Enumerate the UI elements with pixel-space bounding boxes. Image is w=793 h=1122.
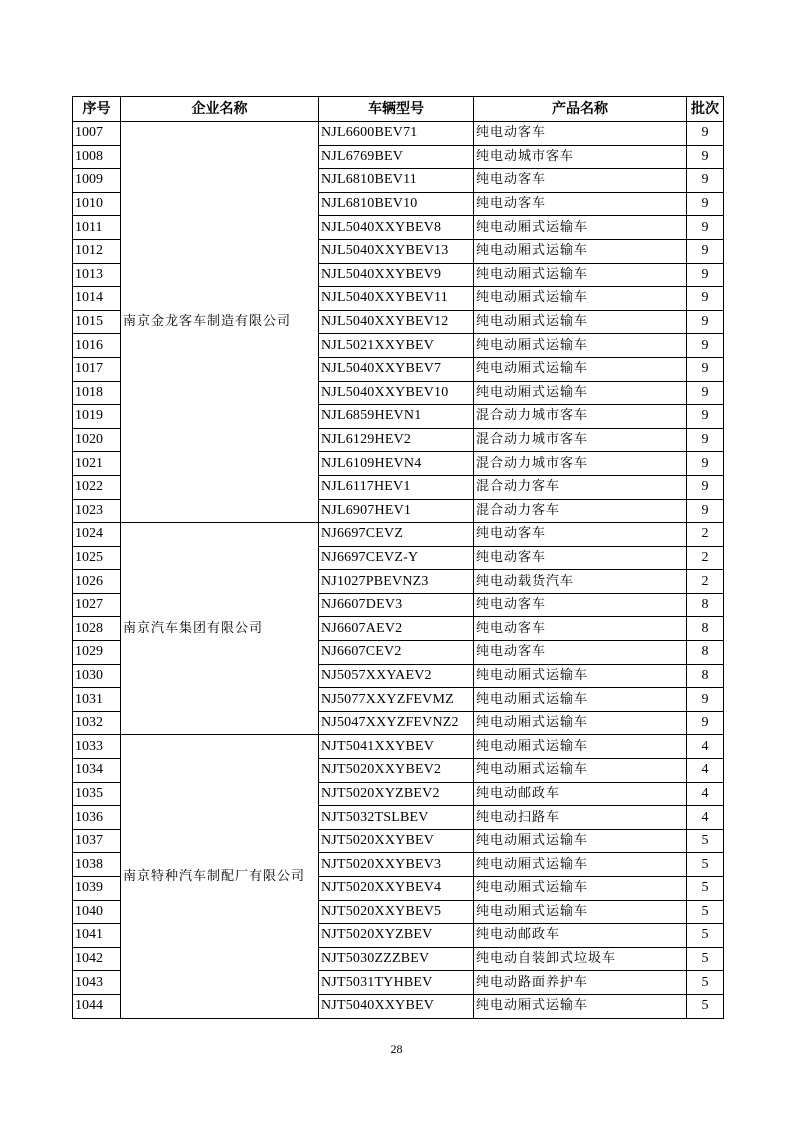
cell-batch: 4 — [687, 735, 724, 759]
cell-batch: 9 — [687, 192, 724, 216]
page-number: 28 — [390, 1042, 403, 1056]
cell-product: 纯电动厢式运输车 — [474, 877, 687, 901]
cell-no: 1029 — [73, 641, 121, 665]
cell-no: 1012 — [73, 239, 121, 263]
cell-model: NJT5020XXYBEV — [319, 829, 474, 853]
cell-no: 1022 — [73, 475, 121, 499]
cell-no: 1025 — [73, 546, 121, 570]
cell-batch: 9 — [687, 122, 724, 146]
cell-model: NJT5020XXYBEV3 — [319, 853, 474, 877]
cell-batch: 9 — [687, 334, 724, 358]
cell-model: NJT5020XYZBEV — [319, 924, 474, 948]
cell-model: NJL6129HEV2 — [319, 428, 474, 452]
cell-no: 1030 — [73, 664, 121, 688]
cell-product: 混合动力客车 — [474, 499, 687, 523]
cell-batch: 9 — [687, 357, 724, 381]
table-body — [73, 122, 724, 1019]
cell-product: 纯电动厢式运输车 — [474, 853, 687, 877]
cell-batch: 9 — [687, 310, 724, 334]
table-row — [73, 122, 724, 146]
cell-batch: 2 — [687, 523, 724, 547]
cell-batch: 5 — [687, 900, 724, 924]
cell-no: 1021 — [73, 452, 121, 476]
cell-no: 1007 — [73, 122, 121, 146]
header-no: 序号 — [73, 97, 121, 122]
cell-product: 纯电动自装卸式垃圾车 — [474, 947, 687, 971]
cell-model: NJ6697CEVZ-Y — [319, 546, 474, 570]
table-row — [73, 735, 724, 759]
cell-no: 1015 — [73, 310, 121, 334]
cell-product: 纯电动客车 — [474, 617, 687, 641]
cell-batch: 8 — [687, 593, 724, 617]
cell-no: 1023 — [73, 499, 121, 523]
cell-model: NJT5020XXYBEV5 — [319, 900, 474, 924]
cell-model: NJ5077XXYZFEVMZ — [319, 688, 474, 712]
cell-no: 1014 — [73, 287, 121, 311]
cell-product: 纯电动厢式运输车 — [474, 239, 687, 263]
cell-product: 纯电动厢式运输车 — [474, 994, 687, 1018]
cell-model: NJL5021XXYBEV — [319, 334, 474, 358]
cell-product: 纯电动客车 — [474, 641, 687, 665]
cell-product: 混合动力城市客车 — [474, 452, 687, 476]
cell-model: NJL5040XXYBEV12 — [319, 310, 474, 334]
cell-model: NJL5040XXYBEV9 — [319, 263, 474, 287]
cell-batch: 5 — [687, 947, 724, 971]
cell-product: 纯电动邮政车 — [474, 924, 687, 948]
cell-batch: 5 — [687, 877, 724, 901]
cell-no: 1011 — [73, 216, 121, 240]
table-header-row — [73, 97, 724, 122]
cell-no: 1035 — [73, 782, 121, 806]
cell-product: 纯电动厢式运输车 — [474, 381, 687, 405]
cell-no: 1034 — [73, 759, 121, 783]
cell-model: NJL6109HEVN4 — [319, 452, 474, 476]
vehicle-catalog-table — [72, 96, 724, 1019]
cell-batch: 4 — [687, 806, 724, 830]
cell-model: NJL6859HEVN1 — [319, 405, 474, 429]
cell-model: NJ5047XXYZFEVNZ2 — [319, 711, 474, 735]
header-batch: 批次 — [687, 97, 724, 122]
cell-model: NJL6810BEV10 — [319, 192, 474, 216]
cell-no: 1040 — [73, 900, 121, 924]
cell-no: 1024 — [73, 523, 121, 547]
cell-model: NJT5041XXYBEV — [319, 735, 474, 759]
cell-batch: 9 — [687, 263, 724, 287]
cell-no: 1008 — [73, 145, 121, 169]
cell-no: 1031 — [73, 688, 121, 712]
cell-batch: 5 — [687, 924, 724, 948]
cell-model: NJL5040XXYBEV13 — [319, 239, 474, 263]
cell-model: NJT5031TYHBEV — [319, 971, 474, 995]
cell-company: 南京汽车集团有限公司 — [121, 523, 319, 735]
cell-model: NJT5032TSLBEV — [319, 806, 474, 830]
cell-no: 1039 — [73, 877, 121, 901]
cell-product: 纯电动邮政车 — [474, 782, 687, 806]
cell-batch: 9 — [687, 145, 724, 169]
cell-product: 纯电动厢式运输车 — [474, 334, 687, 358]
cell-product: 纯电动扫路车 — [474, 806, 687, 830]
cell-product: 纯电动客车 — [474, 523, 687, 547]
cell-batch: 9 — [687, 428, 724, 452]
cell-product: 纯电动厢式运输车 — [474, 900, 687, 924]
cell-batch: 9 — [687, 169, 724, 193]
cell-no: 1009 — [73, 169, 121, 193]
cell-batch: 4 — [687, 782, 724, 806]
cell-no: 1018 — [73, 381, 121, 405]
cell-model: NJL6907HEV1 — [319, 499, 474, 523]
cell-batch: 9 — [687, 452, 724, 476]
cell-model: NJL6769BEV — [319, 145, 474, 169]
cell-product: 混合动力客车 — [474, 475, 687, 499]
cell-model: NJL5040XXYBEV10 — [319, 381, 474, 405]
cell-no: 1028 — [73, 617, 121, 641]
cell-batch: 9 — [687, 381, 724, 405]
cell-product: 纯电动客车 — [474, 122, 687, 146]
cell-model: NJT5020XXYBEV4 — [319, 877, 474, 901]
cell-model: NJL5040XXYBEV11 — [319, 287, 474, 311]
cell-product: 纯电动厢式运输车 — [474, 735, 687, 759]
cell-model: NJ6697CEVZ — [319, 523, 474, 547]
cell-company: 南京特种汽车制配厂有限公司 — [121, 735, 319, 1018]
cell-product: 纯电动客车 — [474, 593, 687, 617]
cell-no: 1019 — [73, 405, 121, 429]
cell-product: 纯电动城市客车 — [474, 145, 687, 169]
cell-product: 纯电动客车 — [474, 192, 687, 216]
cell-product: 纯电动载货汽车 — [474, 570, 687, 594]
cell-model: NJ5057XXYAEV2 — [319, 664, 474, 688]
cell-product: 纯电动路面养护车 — [474, 971, 687, 995]
table-row — [73, 523, 724, 547]
cell-no: 1016 — [73, 334, 121, 358]
cell-no: 1036 — [73, 806, 121, 830]
header-product: 产品名称 — [474, 97, 687, 122]
cell-model: NJT5020XXYBEV2 — [319, 759, 474, 783]
cell-model: NJL5040XXYBEV7 — [319, 357, 474, 381]
header-model: 车辆型号 — [319, 97, 474, 122]
cell-product: 混合动力城市客车 — [474, 405, 687, 429]
cell-batch: 9 — [687, 711, 724, 735]
cell-company: 南京金龙客车制造有限公司 — [121, 122, 319, 523]
cell-no: 1017 — [73, 357, 121, 381]
cell-batch: 9 — [687, 287, 724, 311]
cell-no: 1013 — [73, 263, 121, 287]
cell-batch: 8 — [687, 617, 724, 641]
cell-model: NJL6600BEV71 — [319, 122, 474, 146]
cell-model: NJT5040XXYBEV — [319, 994, 474, 1018]
cell-batch: 9 — [687, 239, 724, 263]
cell-no: 1038 — [73, 853, 121, 877]
cell-model: NJL6117HEV1 — [319, 475, 474, 499]
cell-model: NJ6607AEV2 — [319, 617, 474, 641]
cell-batch: 2 — [687, 546, 724, 570]
cell-product: 纯电动客车 — [474, 546, 687, 570]
cell-batch: 5 — [687, 853, 724, 877]
cell-no: 1041 — [73, 924, 121, 948]
cell-product: 纯电动厢式运输车 — [474, 664, 687, 688]
cell-product: 纯电动客车 — [474, 169, 687, 193]
cell-model: NJ6607CEV2 — [319, 641, 474, 665]
cell-product: 纯电动厢式运输车 — [474, 688, 687, 712]
cell-model: NJT5030ZZZBEV — [319, 947, 474, 971]
cell-product: 纯电动厢式运输车 — [474, 759, 687, 783]
cell-model: NJ6607DEV3 — [319, 593, 474, 617]
cell-model: NJL5040XXYBEV8 — [319, 216, 474, 240]
header-company: 企业名称 — [121, 97, 319, 122]
cell-product: 纯电动厢式运输车 — [474, 287, 687, 311]
cell-product: 纯电动厢式运输车 — [474, 829, 687, 853]
cell-batch: 5 — [687, 994, 724, 1018]
cell-no: 1027 — [73, 593, 121, 617]
cell-no: 1026 — [73, 570, 121, 594]
cell-no: 1037 — [73, 829, 121, 853]
cell-model: NJ1027PBEVNZ3 — [319, 570, 474, 594]
cell-no: 1010 — [73, 192, 121, 216]
cell-product: 混合动力城市客车 — [474, 428, 687, 452]
cell-product: 纯电动厢式运输车 — [474, 263, 687, 287]
cell-batch: 9 — [687, 405, 724, 429]
cell-batch: 9 — [687, 475, 724, 499]
cell-batch: 5 — [687, 971, 724, 995]
cell-model: NJL6810BEV11 — [319, 169, 474, 193]
cell-no: 1042 — [73, 947, 121, 971]
cell-product: 纯电动厢式运输车 — [474, 711, 687, 735]
cell-no: 1032 — [73, 711, 121, 735]
cell-product: 纯电动厢式运输车 — [474, 310, 687, 334]
cell-batch: 9 — [687, 688, 724, 712]
cell-batch: 8 — [687, 641, 724, 665]
cell-product: 纯电动厢式运输车 — [474, 216, 687, 240]
cell-no: 1044 — [73, 994, 121, 1018]
cell-batch: 9 — [687, 499, 724, 523]
cell-batch: 9 — [687, 216, 724, 240]
cell-no: 1020 — [73, 428, 121, 452]
cell-batch: 5 — [687, 829, 724, 853]
cell-no: 1043 — [73, 971, 121, 995]
cell-model: NJT5020XYZBEV2 — [319, 782, 474, 806]
cell-no: 1033 — [73, 735, 121, 759]
cell-batch: 8 — [687, 664, 724, 688]
cell-product: 纯电动厢式运输车 — [474, 357, 687, 381]
cell-batch: 2 — [687, 570, 724, 594]
cell-batch: 4 — [687, 759, 724, 783]
